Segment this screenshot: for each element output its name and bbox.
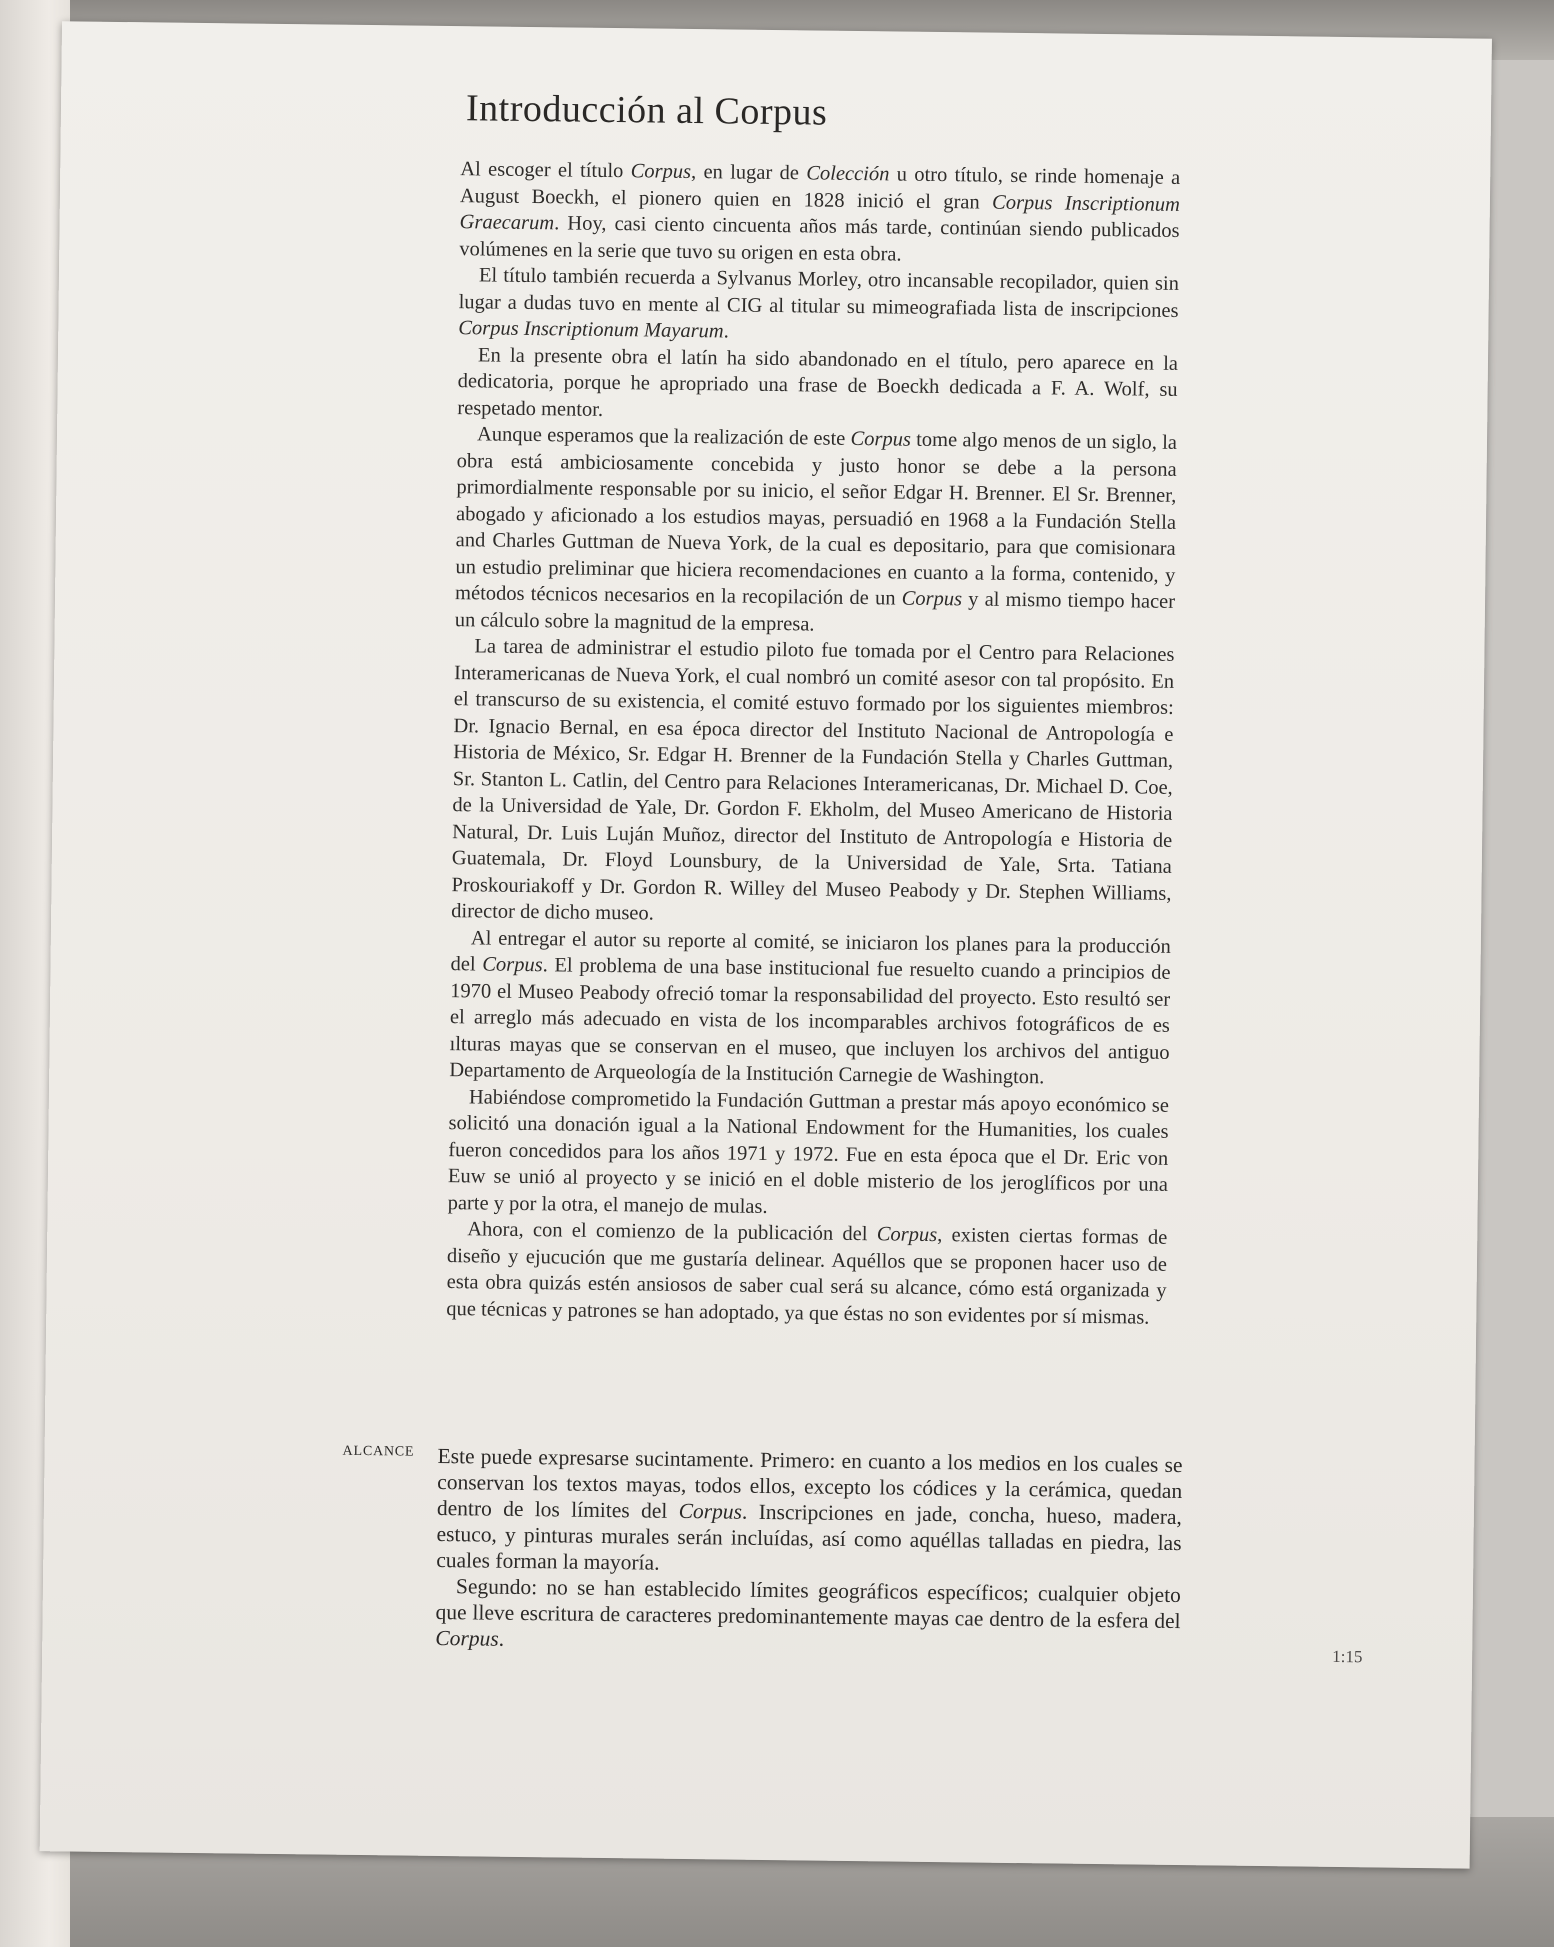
italic-run: Corpus Inscriptionum Graecarum [459,191,1181,235]
text-run: . [498,1626,505,1651]
italic-run: Corpus [850,427,912,451]
text-run: Segundo: no se han establecido límites geográficos específicos; cualquier objeto que lleve escritura de caracteres predominantemente mayas cae dentro de la esfera del [435,1574,1182,1634]
italic-run: Corpus [435,1625,499,1651]
italic-run: Corpus [876,1223,938,1247]
text-run: . Inscripciones en jade, concha, hueso, madera, estuco, y pinturas murales serán incluídas, así como aquéllas talladas en piedra, las cuales forman la mayoría. [436,1499,1183,1575]
section-text [435,1443,1182,1660]
text-run: Al escoger el título [460,158,631,183]
paragraph [446,1216,1167,1331]
text-run: u otro título, se rinde homenaje a August Boeckh, el pionero quien en 1828 inició el gran [459,163,1181,214]
text-run: La tarea de administrar el estudio piloto fue tomada por el Centro para Relaciones Interamericanas de Nueva York, el cual nombró un comité asesor con tal propósito. En el transcurso de su existencia, el comité estuvo formado por los siguientes miembros: Dr. Ignacio Bernal, en esa época director del Instituto Nacional de Antropología e Historia de México, Sr. Edgar H. Brenner de la Fundación Stella y Charles Guttman, Sr. Stanton L. Catlin, del Centro para Relaciones Interamericanas, Dr. Michael D. Coe, de la Universidad de Yale, Dr. Gordon F. Ekholm, del Museo Americano de Historia Natural, Dr. Luis Luján Muñoz, director del Instituto de Antropología e Historia de Guatemala, Dr. Floyd Lounsbury, de la Universidad de Yale, Srta. Tatiana Proskouriakoff y Dr. Gordon R. Willey del Museo Peabody y Dr. Stephen Williams, director de dicho museo. [451,635,1175,925]
paragraph [435,1573,1181,1660]
paragraph [458,262,1179,350]
paragraph [459,156,1180,271]
section-alcance [342,1442,1183,1651]
text-run: . Hoy, casi ciento cincuenta años más tarde, continúan siendo publicados volúmenes en la serie que tuvo su origen en esta obra. [459,212,1180,266]
italic-run: Corpus [630,160,692,183]
paragraph [451,633,1175,933]
paragraph [457,342,1178,430]
paragraph [449,925,1171,1093]
italic-run: Corpus Inscriptionum Mayarum [458,317,724,343]
text-run: , existen ciertas formas de diseño y ejucución que me gustaría delinear. Aquéllos que se proponen hacer uso de esta obra quizás estén ansiosos de saber cual será su alcance, cómo está organizada y que técnicas y patrones se han adoptado, ya que éstas no son evidentes por sí mismas. [446,1224,1168,1329]
italic-run: Corpus [678,1498,743,1524]
page-number: 1:15 [1332,1646,1363,1667]
paragraph [436,1443,1183,1582]
text-run: Este puede expresarse sucintamente. Primero: en cuanto a los medios en los cuales se conservan los textos mayas, todos ellos, excepto los códices y la cerámica, quedan dentro de los límites del [436,1443,1183,1523]
paragraph [447,1084,1169,1225]
italic-run: Colección [806,162,890,186]
text-run: En la presente obra el latín ha sido abandonado en el título, pero aparece en la dedicatoria, porque he apropriado una frase de Boeckh dedicada a F. A. Wolf, su respetado mentor. [457,343,1179,421]
text-run: Al entregar el autor su reporte al comité, se iniciaron los planes para la producción del [450,926,1171,976]
italic-run: Corpus [901,587,963,611]
section-label: ALCANCE [342,1443,415,1460]
text-run: . El problema de una base institucional fue resuelto cuando a principios de 1970 el Museo Peabody ofreció tomar la responsabilidad del proyecto. Esto resultó ser el arreglo más adecuado en vista de los incomparables archivos fotográficos de es ılturas mayas que se conservan en el museo, que incluyen los archivos del antiguo Departamento de Arqueología de la Institución Carnegie de Washington. [449,954,1171,1089]
text-run: , en lugar de [690,160,807,185]
italic-run: Corpus [482,953,543,977]
text-run: y al mismo tiempo hacer un cálculo sobre la magnitud de la empresa. [454,588,1176,636]
paragraph [455,421,1178,642]
text-run: Aunque esperamos que la realización de este [476,423,851,450]
page-title: Introducción al Corpus [465,87,828,134]
main-text [446,156,1180,1331]
text-run: Habiéndose comprometido la Fundación Guttman a prestar más apoyo económico se solicitó una donación igual a la National Endowment for the Humanities, los cuales fueron concedidos para los años 1971 y 1972. Fue en esta época que el Dr. Eric von Euw se unió al proyecto y se inició en el doble misterio de los jeroglíficos por una parte y por la otra, el manejo de mulas. [447,1085,1170,1218]
book-page [40,21,1492,1868]
text-run: Ahora, con el comienzo de la publicación del [467,1218,877,1246]
text-run: El título también recuerda a Sylvanus Morley, otro incansable recopilador, quien sin lugar a dudas tuvo en mente al CIG al titular su mimeografiada lista de inscripciones [458,264,1180,322]
text-run: tome algo menos de un siglo, la obra está ambiciosamente concebida y justo honor se debe a la persona primordialmente responsable por su inicio, el señor Edgar H. Brenner. El Sr. Brenner, abogado y aficionado a los estudios mayas, persuadió en 1968 a la Fundación Stella and Charles Guttman de Nueva York, de la cual es depositario, para que comisionara un estudio preliminar que hiciera recomendaciones en cuanto a la forma, contenido, y métodos técnicos necesarios en la recopilación de un [454,428,1178,610]
text-run: . [723,320,729,343]
